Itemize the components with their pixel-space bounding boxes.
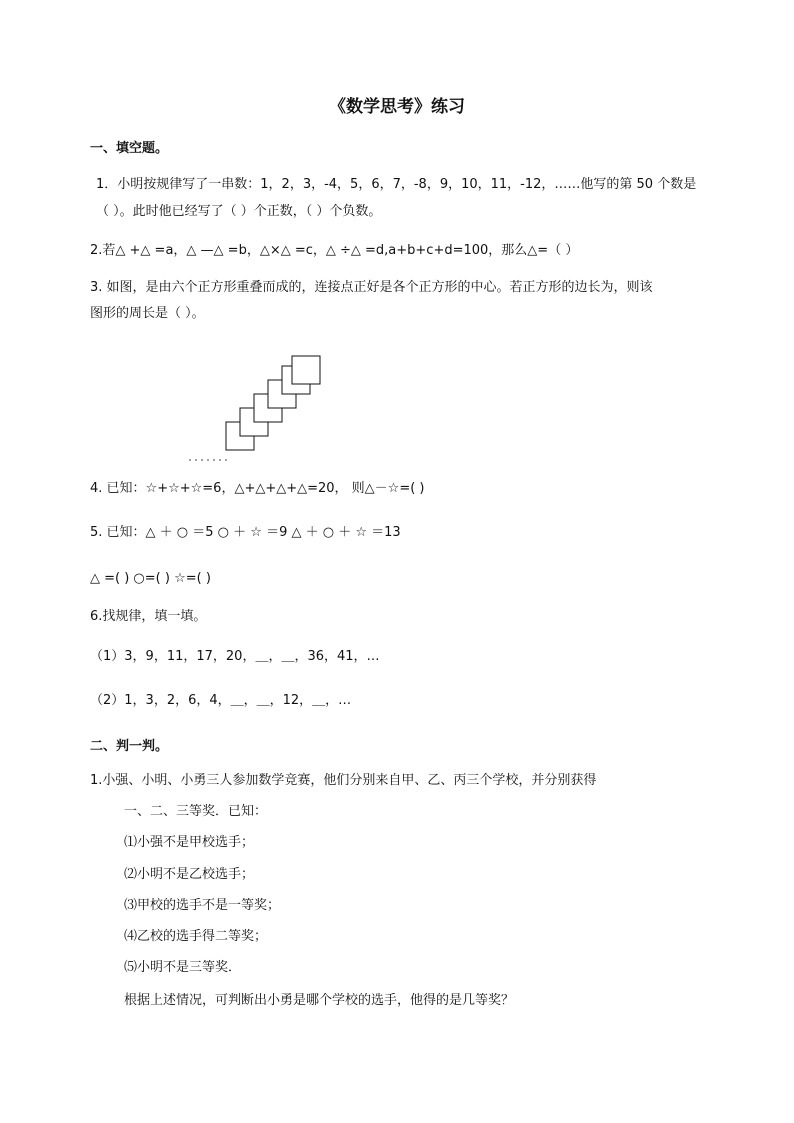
question-3-line-2: 图形的周长是（ ）。: [90, 306, 205, 321]
problem-1-line-1: 1.小强、小明、小勇三人参加数学竞赛，他们分别来自甲、乙、丙三个学校，并分别获得: [90, 773, 597, 788]
section-heading-judge: 二、判一判。: [90, 739, 169, 754]
question-1-line-2: （ ）。此时他已经写了（ ）个正数，（ ）个负数。: [96, 204, 382, 219]
condition-1: ⑴小强不是甲校选手；: [124, 835, 255, 850]
question-2: 2.若△ +△ =a，△ —△ =b，△×△ =c，△ ÷△ =d,a+b+c+d=100，那么△=（ ）: [90, 243, 579, 258]
question-5-line-1: 5. 已知：△ ＋ ○ ＝5 ○ ＋ ☆ ＝9 △ ＋ ○ ＋ ☆ ＝13: [90, 525, 401, 540]
square-6: [292, 356, 320, 384]
problem-1-line-2: 一、二、三等奖．已知：: [124, 804, 268, 819]
condition-5: ⑸小明不是三等奖．: [124, 960, 242, 975]
condition-4: ⑷乙校的选手得二等奖；: [124, 929, 268, 944]
question-5-answers: △ =( ) ○=( ) ☆=( ): [90, 571, 211, 586]
condition-2: ⑵小明不是乙校选手；: [124, 867, 255, 882]
section-heading-fill-blank: 一、填空题。: [90, 141, 169, 156]
question-6-title: 6.找规律，填一填。: [90, 609, 207, 624]
page-title: 《数学思考》练习: [329, 97, 465, 117]
question-1-line-1: 1．小明按规律写了一串数：1，2，3，-4，5，6，7，-8，9，10，11，-12，……他写的第 50 个数是: [96, 177, 697, 192]
question-6-sequence-2: （2）1，3，2，6，4，＿，＿，12，＿，…: [90, 693, 352, 708]
question-6-sequence-1: （1）3，9，11，17，20，＿，＿，36，41，…: [90, 649, 380, 664]
question-3-line-1: 3. 如图，是由六个正方形重叠而成的，连接点正好是各个正方形的中心。若正方形的边长为，则该: [90, 280, 653, 295]
condition-3: ⑶甲校的选手不是一等奖；: [124, 898, 281, 913]
overlapping-squares-figure: [185, 350, 325, 465]
problem-1-question: 根据上述情况，可判断出小勇是哪个学校的选手，他得的是几等奖？: [124, 993, 515, 1008]
question-4: 4. 已知：☆+☆+☆=6，△+△+△+△=20， 则△－☆=( ): [90, 481, 425, 496]
